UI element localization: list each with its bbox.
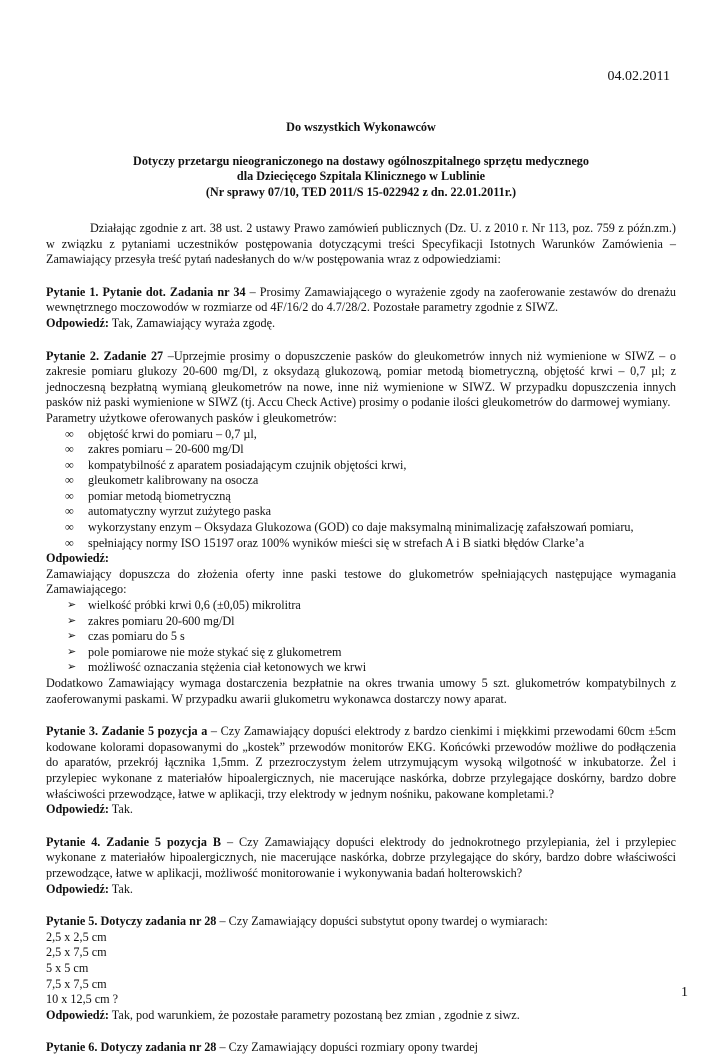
- question-2: [46, 349, 676, 708]
- answer-3-label: Odpowiedź:: [46, 802, 109, 817]
- size-line: 10 x 12,5 cm ?: [46, 992, 119, 1007]
- infinity-bullet-icon: ∞: [65, 473, 74, 488]
- answer-5: [46, 1008, 676, 1024]
- arrow-bullet-icon: ➢: [67, 661, 77, 674]
- arrow-bullet-icon: ➢: [67, 645, 77, 658]
- answer-4: [46, 882, 676, 898]
- list-item-text: możliwość oznaczania stężenia ciał ketonowych we krwi: [88, 660, 367, 675]
- answer-1: [46, 316, 676, 332]
- answer-4-label: Odpowiedź:: [46, 881, 109, 896]
- list-item-text: kompatybilność z aparatem posiadającym czujnik objętości krwi,: [88, 457, 407, 472]
- infinity-bullet-icon: ∞: [65, 442, 74, 457]
- list-item: [46, 458, 676, 474]
- infinity-bullet-icon: ∞: [65, 488, 74, 503]
- question-1-text: [46, 285, 676, 316]
- list-item-text: zakres pomiaru – 20-600 mg/Dl: [88, 442, 244, 457]
- question-1-heading: Pytanie 1. Pytanie dot. Zadania nr 34: [46, 284, 246, 299]
- subject-line-2: dla Dziecięcego Szpitala Klinicznego w Lublinie: [236, 169, 486, 184]
- list-item-text: pomiar metodą biometryczną: [88, 488, 231, 503]
- answer-2-intro: Zamawiający dopuszcza do złożenia oferty inne paski testowe do glukometrów spełniających następujące wymagania Zamawiającego:: [46, 566, 676, 597]
- infinity-bullet-icon: ∞: [65, 457, 74, 472]
- infinity-bullet-icon: ∞: [65, 426, 74, 441]
- infinity-bullet-icon: ∞: [65, 504, 74, 519]
- list-item-text: pole pomiarowe nie może stykać się z glukometrem: [88, 644, 342, 659]
- list-item-text: zakres pomiaru 20-600 mg/Dl: [88, 613, 235, 628]
- infinity-bullet-icon: ∞: [65, 520, 74, 535]
- list-item: [46, 442, 676, 458]
- document-date: 04.02.2011: [607, 69, 670, 84]
- list-item-text: wielkość próbki krwi 0,6 (±0,05) mikrolitra: [88, 598, 301, 613]
- question-6-body: – Czy Zamawiający dopuści rozmiary opony twardej: [216, 1040, 478, 1055]
- answer-5-label: Odpowiedź:: [46, 1007, 109, 1022]
- list-item: [46, 660, 676, 676]
- question-4-body: – Czy Zamawiający dopuści elektrody do jednokrotnego przylepiania, żel i przylepiec wykonane z materiałów hipoalergicznych, nie macerujące naskórka, dobrze przylegające do skóry, bardzo dobre właściwości przewodzące, łatwe w aplikacji, możliwość monitorowanie i wykonywania badań holterowskich?: [46, 834, 676, 880]
- question-5-body: – Czy Zamawiający dopuści substytut opony twardej o wymiarach:: [216, 914, 548, 929]
- list-item: [46, 614, 676, 630]
- question-6-heading: Pytanie 6. Dotyczy zadania nr 28: [46, 1040, 217, 1055]
- question-2-heading: Pytanie 2. Zadanie 27: [46, 348, 164, 363]
- size-line: 2,5 x 7,5 cm: [46, 945, 107, 960]
- answer-3-body: Tak.: [108, 802, 133, 817]
- answer-2-outro: Dodatkowo Zamawiający wymaga dostarczenia bezpłatnie na okres trwania umowy 5 szt. glukometrów kompatybilnych z zaoferowanymi paskami. W przypadku awarii glukometru wykonawca dostarczy nowy aparat.: [46, 676, 676, 706]
- list-item: [46, 520, 676, 536]
- list-item-text: wykorzystany enzym – Oksydaza Glukozowa (GOD) co daje maksymalną minimalizację zafałszowań pomiaru,: [88, 520, 634, 535]
- answer-2-label: Odpowiedź:: [46, 551, 109, 566]
- list-item: [46, 427, 676, 443]
- list-item-text: objętość krwi do pomiaru – 0,7 µl,: [88, 426, 257, 441]
- question-5: [46, 914, 676, 1023]
- answer-5-body: Tak, pod warunkiem, że pozostałe parametry pozostaną bez zmian , zgodnie z siwz.: [108, 1007, 520, 1022]
- document-body: [46, 120, 676, 1056]
- question-3: [46, 724, 676, 818]
- question-4-heading: Pytanie 4. Zadanie 5 pozycja B: [46, 834, 221, 849]
- question-2-params-list: [46, 427, 676, 552]
- question-3-heading: Pytanie 3. Zadanie 5 pozycja a: [46, 724, 208, 739]
- question-2-params-heading: Parametry użytkowe oferowanych pasków i gleukometrów:: [46, 410, 337, 425]
- question-3-text: [46, 724, 676, 802]
- question-5-heading: Pytanie 5. Dotyczy zadania nr 28: [46, 914, 217, 929]
- answer-2-requirements-list: [46, 598, 676, 676]
- arrow-bullet-icon: ➢: [67, 630, 77, 643]
- question-1: [46, 285, 676, 332]
- intro-paragraph: Działając zgodnie z art. 38 ust. 2 ustawy Prawo zamówień publicznych (Dz. U. z 2010 r. Nr 113, poz. 759 z późn.zm.) w związku z pytaniami uczestników postępowania dotyczącymi treści Specyfikacji Istotnych Warunków Zamówienia – Zamawiający przesyła treść pytań nadesłanych do w/w postępowania wraz z odpowiedziami:: [46, 220, 676, 267]
- subject-line-3: (Nr sprawy 07/10, TED 2011/S 15-022942 z dn. 22.01.2011r.): [205, 185, 517, 200]
- question-6-text: [46, 1040, 676, 1056]
- list-item-text: gleukometr kalibrowany na osocza: [88, 473, 259, 488]
- arrow-bullet-icon: ➢: [67, 614, 77, 627]
- addressee-heading: Do wszystkich Wykonawców: [286, 120, 436, 134]
- question-4: [46, 835, 676, 897]
- list-item-text: czas pomiaru do 5 s: [88, 629, 185, 644]
- question-1-body: – Prosimy Zamawiającego o wyrażenie zgody na zaoferowanie zestawów do drenażu wewnętrznego moczowodów w rozmiarze od 4F/16/2 do 4.7/28/2. Pozostałe parametry zgodnie z SIWZ.: [46, 284, 677, 315]
- question-5-text: [46, 914, 676, 930]
- answer-1-body: Tak, Zamawiający wyraża zgodę.: [108, 315, 276, 330]
- list-item: [46, 629, 676, 645]
- question-6: [46, 1040, 676, 1056]
- subject-line-1: Dotyczy przetargu nieograniczonego na dostawy ogólnoszpitalnego sprzętu medycznego: [133, 153, 589, 168]
- subject-heading: [46, 154, 676, 201]
- list-item: [46, 598, 676, 614]
- size-line: 5 x 5 cm: [46, 960, 89, 975]
- answer-4-body: Tak.: [108, 881, 133, 896]
- answer-1-label: Odpowiedź:: [46, 315, 109, 330]
- list-item: [46, 473, 676, 489]
- answer-3: [46, 802, 676, 818]
- page-number: 1: [681, 985, 688, 1000]
- arrow-bullet-icon: ➢: [67, 599, 77, 612]
- question-2-body: –Uprzejmie prosimy o dopuszczenie pasków do gleukometrów innych niż wymienione w SIWZ – o zakresie pomiaru glukozy 20-600 mg/Dl, z oksydazą glukozową, pomiar metodą biometryczną, objętość krwi – 0,7 µl; z jednoczesną bezpłatną wymianą gleukometrów na nowe, inne niż wymienione w SIWZ. W przypadku dopuszczenia innych pasków niż paski wymienione w SIWZ (tj. Accu Check Active) prosimy o podanie ilości gleukometrów do darmowej wymiany.: [46, 348, 676, 410]
- size-line: 7,5 x 7,5 cm: [46, 976, 107, 991]
- list-item: [46, 645, 676, 661]
- infinity-bullet-icon: ∞: [65, 535, 74, 550]
- list-item-text: automatyczny wyrzut zużytego paska: [88, 504, 272, 519]
- list-item: [46, 489, 676, 505]
- question-2-text: [46, 349, 676, 411]
- list-item-text: spełniający normy ISO 15197 oraz 100% wyników mieści się w strefach A i B siatki błędów Clarke’a: [88, 535, 585, 550]
- answer-2-label-line: [46, 551, 676, 567]
- list-item: [46, 536, 676, 552]
- question-4-text: [46, 835, 676, 882]
- list-item: [46, 504, 676, 520]
- size-line: 2,5 x 2,5 cm: [46, 929, 107, 944]
- question-3-body: – Czy Zamawiający dopuści elektrody z bardzo cienkimi i miękkimi przewodami 60cm ±5cm kodowane kolorami dopasowanymi do „kostek” przewodów monitorów EKG. Końcówki przewodów możliwe do podłączenia do aparatów, przekrój łącznika 1,5mm. Z przezroczystym żelem utrzymującym wysoką wilgotność w inkubatorze. Żel i przylepiec wykonane z materiałów hipoalergicznych, nie macerujące naskórka, dobrze przylegające doskórny, bardzo dobre właściwości przewodzące, łatwe w aplikacji, trzy elektrody w jednym nośniku, pakowane kompletami.?: [46, 724, 676, 801]
